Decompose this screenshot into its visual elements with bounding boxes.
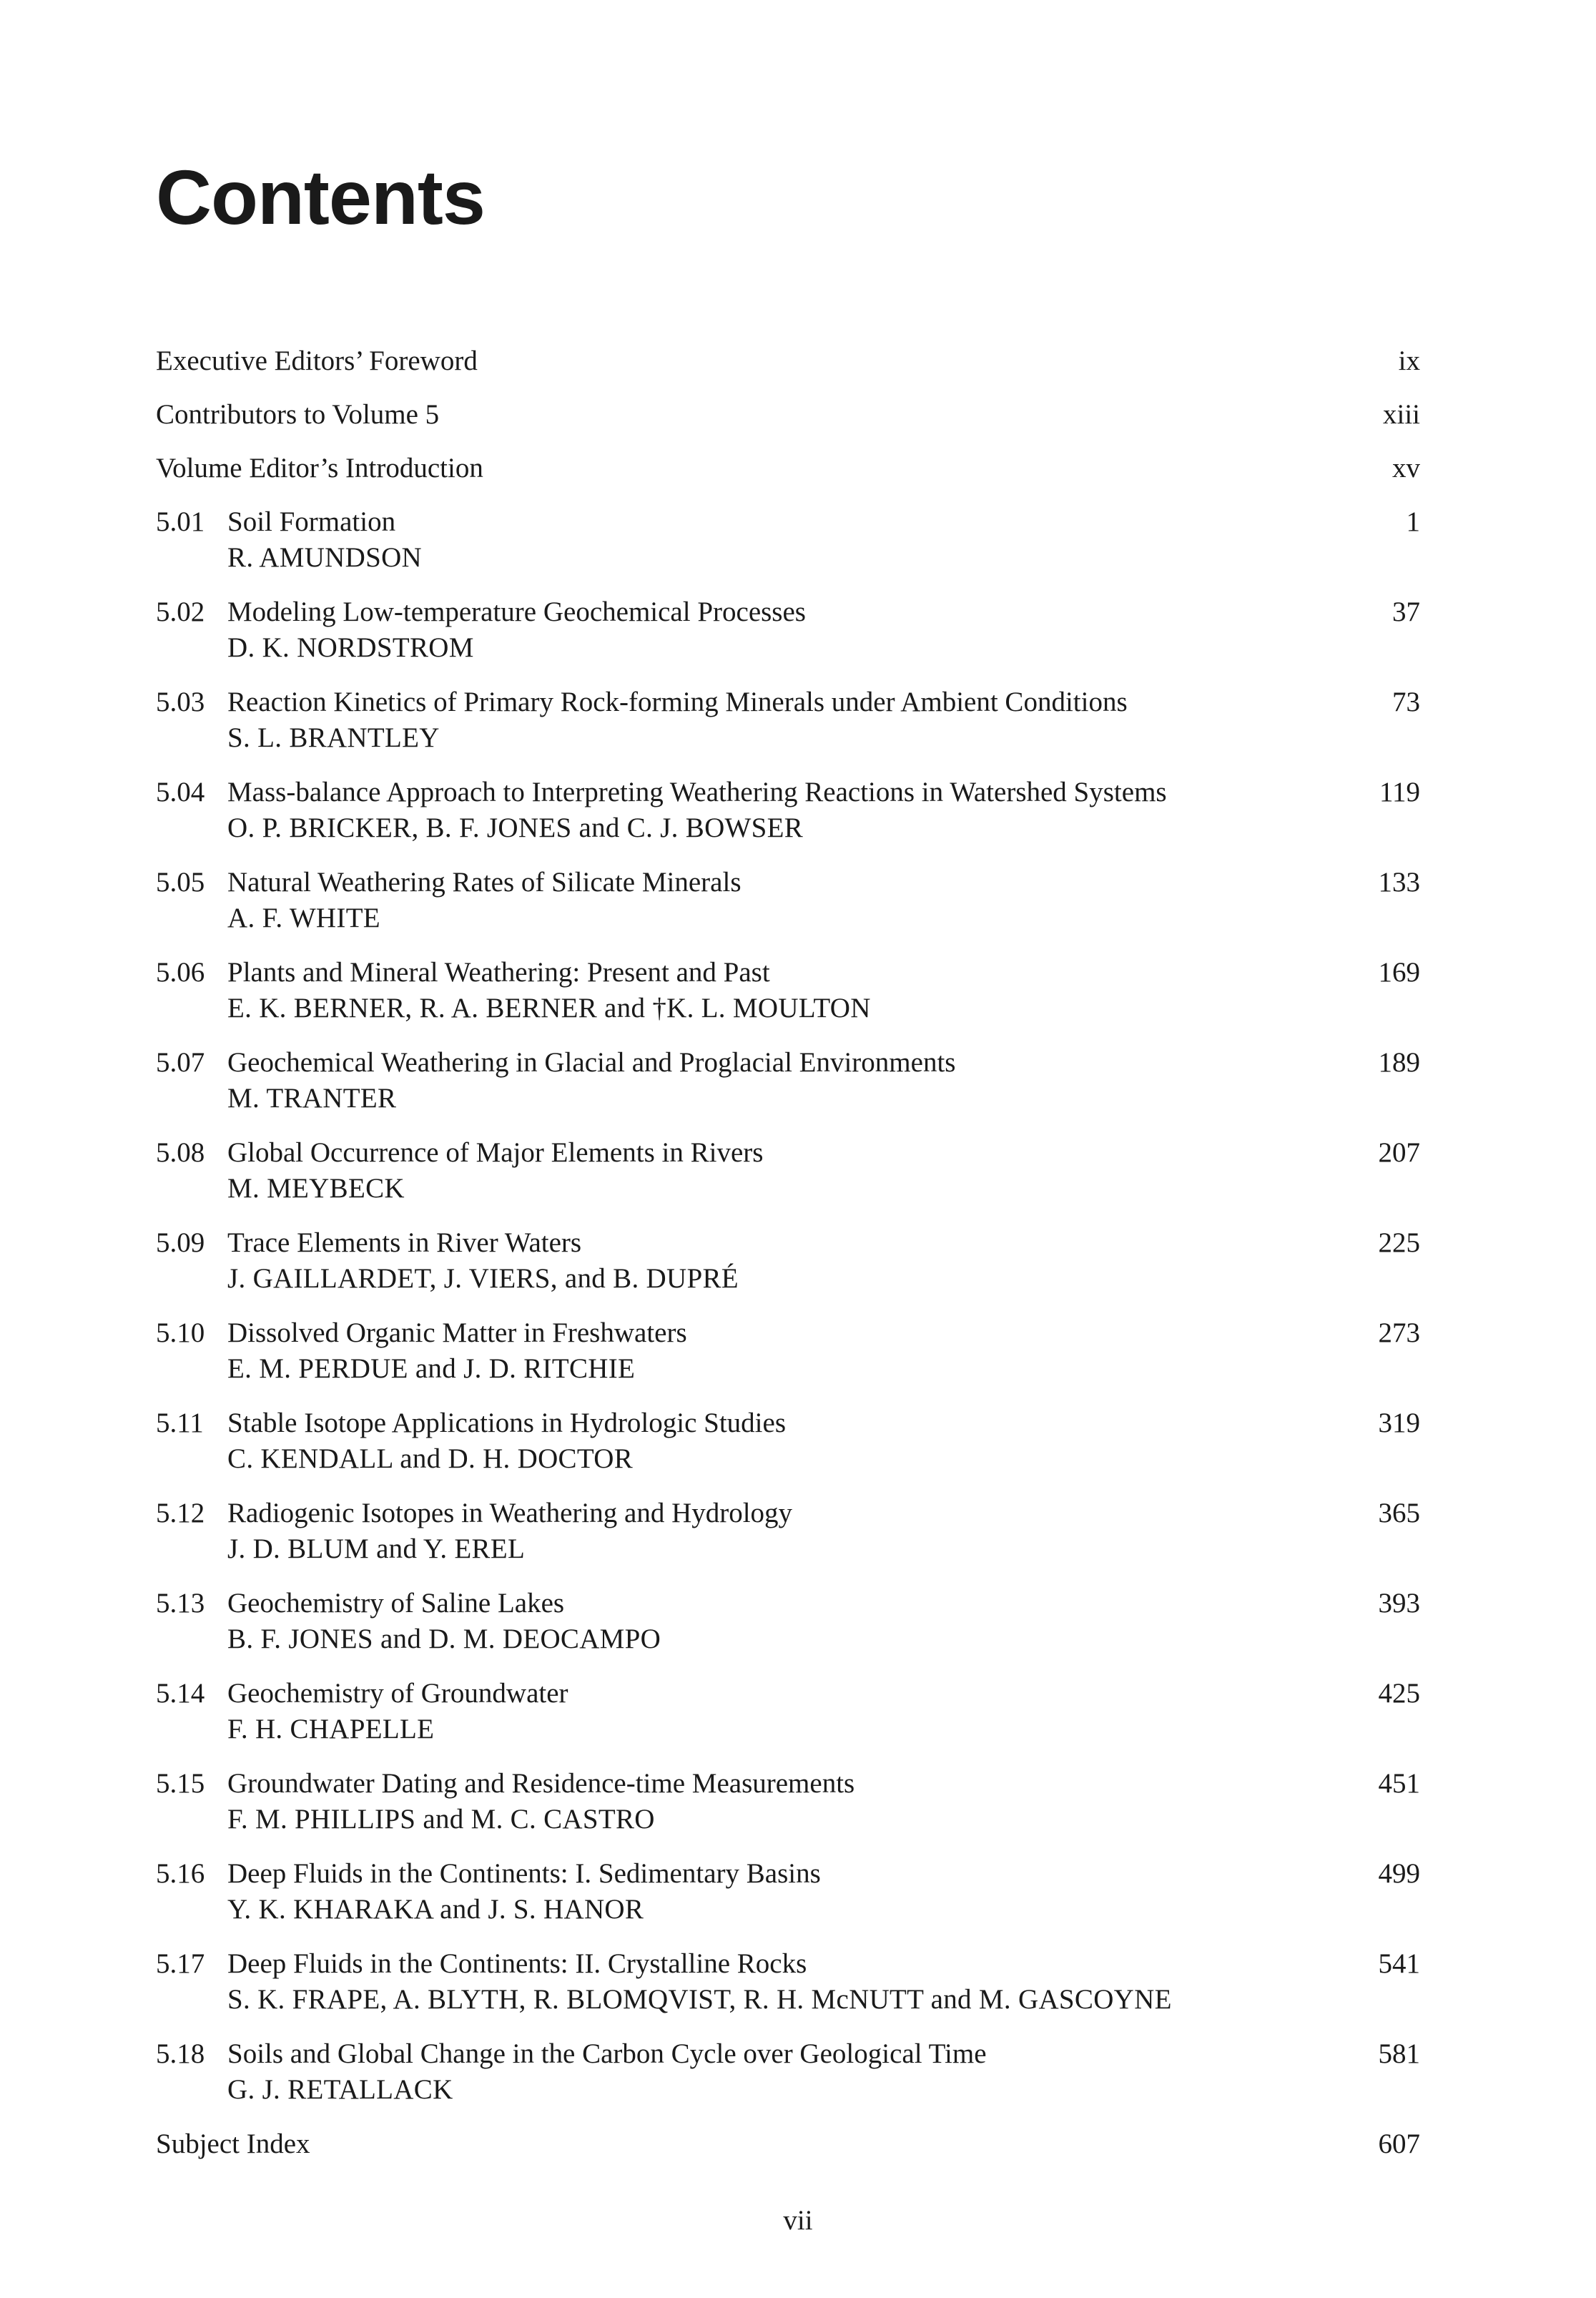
chapter-number: 5.15 bbox=[156, 1768, 205, 1799]
chapter-title: Natural Weathering Rates of Silicate Minerals bbox=[227, 867, 742, 898]
chapter-page: 73 bbox=[1392, 687, 1420, 717]
chapter-title: Geochemistry of Groundwater bbox=[227, 1678, 568, 1709]
toc-chapter-5-07[interactable] bbox=[156, 1045, 1420, 1116]
page-number: vii bbox=[783, 2205, 813, 2236]
chapter-page: 189 bbox=[1378, 1047, 1420, 1078]
chapter-number: 5.05 bbox=[156, 867, 205, 898]
chapter-number: 5.14 bbox=[156, 1678, 205, 1709]
chapter-authors: C. KENDALL and D. H. DOCTOR bbox=[227, 1443, 634, 1474]
chapter-page: 169 bbox=[1378, 957, 1420, 988]
toc-chapter-5-17[interactable] bbox=[156, 1946, 1420, 2018]
chapter-authors: F. H. CHAPELLE bbox=[227, 1714, 435, 1744]
chapter-authors: M. MEYBECK bbox=[227, 1173, 405, 1204]
toc-chapter-5-01[interactable] bbox=[156, 504, 1420, 576]
chapter-number: 5.01 bbox=[156, 506, 205, 537]
chapter-page: 1 bbox=[1406, 506, 1420, 537]
chapter-page: 581 bbox=[1378, 2038, 1420, 2069]
chapter-number: 5.08 bbox=[156, 1137, 205, 1168]
chapter-page: 499 bbox=[1378, 1858, 1420, 1889]
chapter-authors: A. F. WHITE bbox=[227, 903, 380, 933]
toc-entry-page: xv bbox=[1392, 453, 1420, 483]
chapter-title: Reaction Kinetics of Primary Rock-forming Minerals under Ambient Conditions bbox=[227, 687, 1128, 717]
toc-entry-introduction[interactable] bbox=[156, 451, 1420, 486]
chapter-number: 5.12 bbox=[156, 1498, 205, 1528]
toc-entry-title: Subject Index bbox=[156, 2128, 310, 2159]
chapter-page: 273 bbox=[1378, 1317, 1420, 1348]
chapter-page: 451 bbox=[1378, 1768, 1420, 1799]
chapter-number: 5.17 bbox=[156, 1948, 205, 1979]
chapter-number: 5.04 bbox=[156, 777, 205, 807]
chapter-page: 425 bbox=[1378, 1678, 1420, 1709]
chapter-authors: J. D. BLUM and Y. EREL bbox=[227, 1533, 526, 1564]
toc-chapter-5-10[interactable] bbox=[156, 1315, 1420, 1387]
toc-chapter-5-14[interactable] bbox=[156, 1676, 1420, 1747]
chapter-authors: B. F. JONES and D. M. DEOCAMPO bbox=[227, 1624, 661, 1654]
chapter-number: 5.10 bbox=[156, 1317, 205, 1348]
toc-entry-page: ix bbox=[1398, 345, 1420, 376]
chapter-authors: M. TRANTER bbox=[227, 1083, 397, 1114]
chapter-number: 5.07 bbox=[156, 1047, 205, 1078]
chapter-title: Mass-balance Approach to Interpreting Weathering Reactions in Watershed Systems bbox=[227, 777, 1167, 807]
chapter-title: Deep Fluids in the Continents: II. Crystalline Rocks bbox=[227, 1948, 807, 1979]
chapter-authors: F. M. PHILLIPS and M. C. CASTRO bbox=[227, 1804, 655, 1835]
chapter-title: Deep Fluids in the Continents: I. Sedimentary Basins bbox=[227, 1858, 821, 1889]
chapter-title: Stable Isotope Applications in Hydrologic Studies bbox=[227, 1408, 787, 1438]
chapter-page: 541 bbox=[1378, 1948, 1420, 1979]
toc-chapter-5-03[interactable] bbox=[156, 684, 1420, 756]
chapter-page: 37 bbox=[1392, 596, 1420, 627]
chapter-title: Dissolved Organic Matter in Freshwaters bbox=[227, 1317, 687, 1348]
chapter-authors: Y. K. KHARAKA and J. S. HANOR bbox=[227, 1894, 644, 1925]
chapter-authors: G. J. RETALLACK bbox=[227, 2074, 453, 2105]
chapter-title: Soil Formation bbox=[227, 506, 396, 537]
toc-chapter-5-04[interactable] bbox=[156, 775, 1420, 846]
chapter-page: 207 bbox=[1378, 1137, 1420, 1168]
toc-entry-title: Executive Editors’ Foreword bbox=[156, 345, 478, 376]
chapter-title: Soils and Global Change in the Carbon Cycle over Geological Time bbox=[227, 2038, 987, 2069]
chapter-title: Plants and Mineral Weathering: Present and Past bbox=[227, 957, 770, 988]
toc-chapter-5-18[interactable] bbox=[156, 2036, 1420, 2108]
chapter-title: Radiogenic Isotopes in Weathering and Hydrology bbox=[227, 1498, 793, 1528]
toc-chapter-5-09[interactable] bbox=[156, 1225, 1420, 1297]
chapter-page: 119 bbox=[1379, 777, 1420, 807]
toc-chapter-5-02[interactable] bbox=[156, 594, 1420, 666]
chapter-page: 133 bbox=[1378, 867, 1420, 898]
chapter-title: Modeling Low-temperature Geochemical Processes bbox=[227, 596, 806, 627]
toc-chapter-5-12[interactable] bbox=[156, 1496, 1420, 1567]
chapter-authors: D. K. NORDSTROM bbox=[227, 632, 474, 663]
toc-entry-subject-index[interactable] bbox=[156, 2126, 1420, 2162]
chapter-number: 5.02 bbox=[156, 596, 205, 627]
chapter-authors: S. L. BRANTLEY bbox=[227, 722, 440, 753]
chapter-title: Trace Elements in River Waters bbox=[227, 1227, 582, 1258]
toc-entry-page: 607 bbox=[1378, 2128, 1420, 2159]
chapter-authors: R. AMUNDSON bbox=[227, 542, 423, 573]
toc-chapter-5-16[interactable] bbox=[156, 1856, 1420, 1928]
chapter-number: 5.16 bbox=[156, 1858, 205, 1889]
toc-chapter-5-11[interactable] bbox=[156, 1405, 1420, 1477]
toc-entry-page: xiii bbox=[1382, 399, 1420, 430]
toc-entry-foreword[interactable] bbox=[156, 343, 1420, 379]
chapter-number: 5.03 bbox=[156, 687, 205, 717]
chapter-page: 365 bbox=[1378, 1498, 1420, 1528]
chapter-page: 393 bbox=[1378, 1588, 1420, 1619]
chapter-title: Geochemistry of Saline Lakes bbox=[227, 1588, 565, 1619]
page-title: Contents bbox=[156, 154, 485, 240]
chapter-number: 5.11 bbox=[156, 1408, 204, 1438]
table-of-contents bbox=[156, 343, 1420, 2180]
chapter-authors: E. M. PERDUE and J. D. RITCHIE bbox=[227, 1353, 636, 1384]
toc-chapter-5-08[interactable] bbox=[156, 1135, 1420, 1207]
toc-entry-title: Volume Editor’s Introduction bbox=[156, 453, 483, 483]
chapter-title: Global Occurrence of Major Elements in Rivers bbox=[227, 1137, 764, 1168]
chapter-authors: J. GAILLARDET, J. VIERS, and B. DUPRÉ bbox=[227, 1263, 739, 1294]
chapter-number: 5.06 bbox=[156, 957, 205, 988]
chapter-number: 5.09 bbox=[156, 1227, 205, 1258]
toc-chapter-5-06[interactable] bbox=[156, 955, 1420, 1026]
toc-chapter-5-13[interactable] bbox=[156, 1586, 1420, 1657]
chapter-title: Geochemical Weathering in Glacial and Proglacial Environments bbox=[227, 1047, 956, 1078]
chapter-title: Groundwater Dating and Residence-time Measurements bbox=[227, 1768, 855, 1799]
chapter-page: 319 bbox=[1378, 1408, 1420, 1438]
chapter-authors: O. P. BRICKER, B. F. JONES and C. J. BOWSER bbox=[227, 812, 804, 843]
chapter-page: 225 bbox=[1378, 1227, 1420, 1258]
toc-entry-title: Contributors to Volume 5 bbox=[156, 399, 440, 430]
chapter-authors: S. K. FRAPE, A. BLYTH, R. BLOMQVIST, R. H. McNUTT and M. GASCOYNE bbox=[227, 1984, 1172, 2015]
toc-chapter-5-15[interactable] bbox=[156, 1766, 1420, 1837]
chapter-number: 5.13 bbox=[156, 1588, 205, 1619]
chapter-authors: E. K. BERNER, R. A. BERNER and †K. L. MOULTON bbox=[227, 993, 871, 1023]
toc-chapter-5-05[interactable] bbox=[156, 865, 1420, 936]
toc-entry-contributors[interactable] bbox=[156, 397, 1420, 433]
chapter-number: 5.18 bbox=[156, 2038, 205, 2069]
